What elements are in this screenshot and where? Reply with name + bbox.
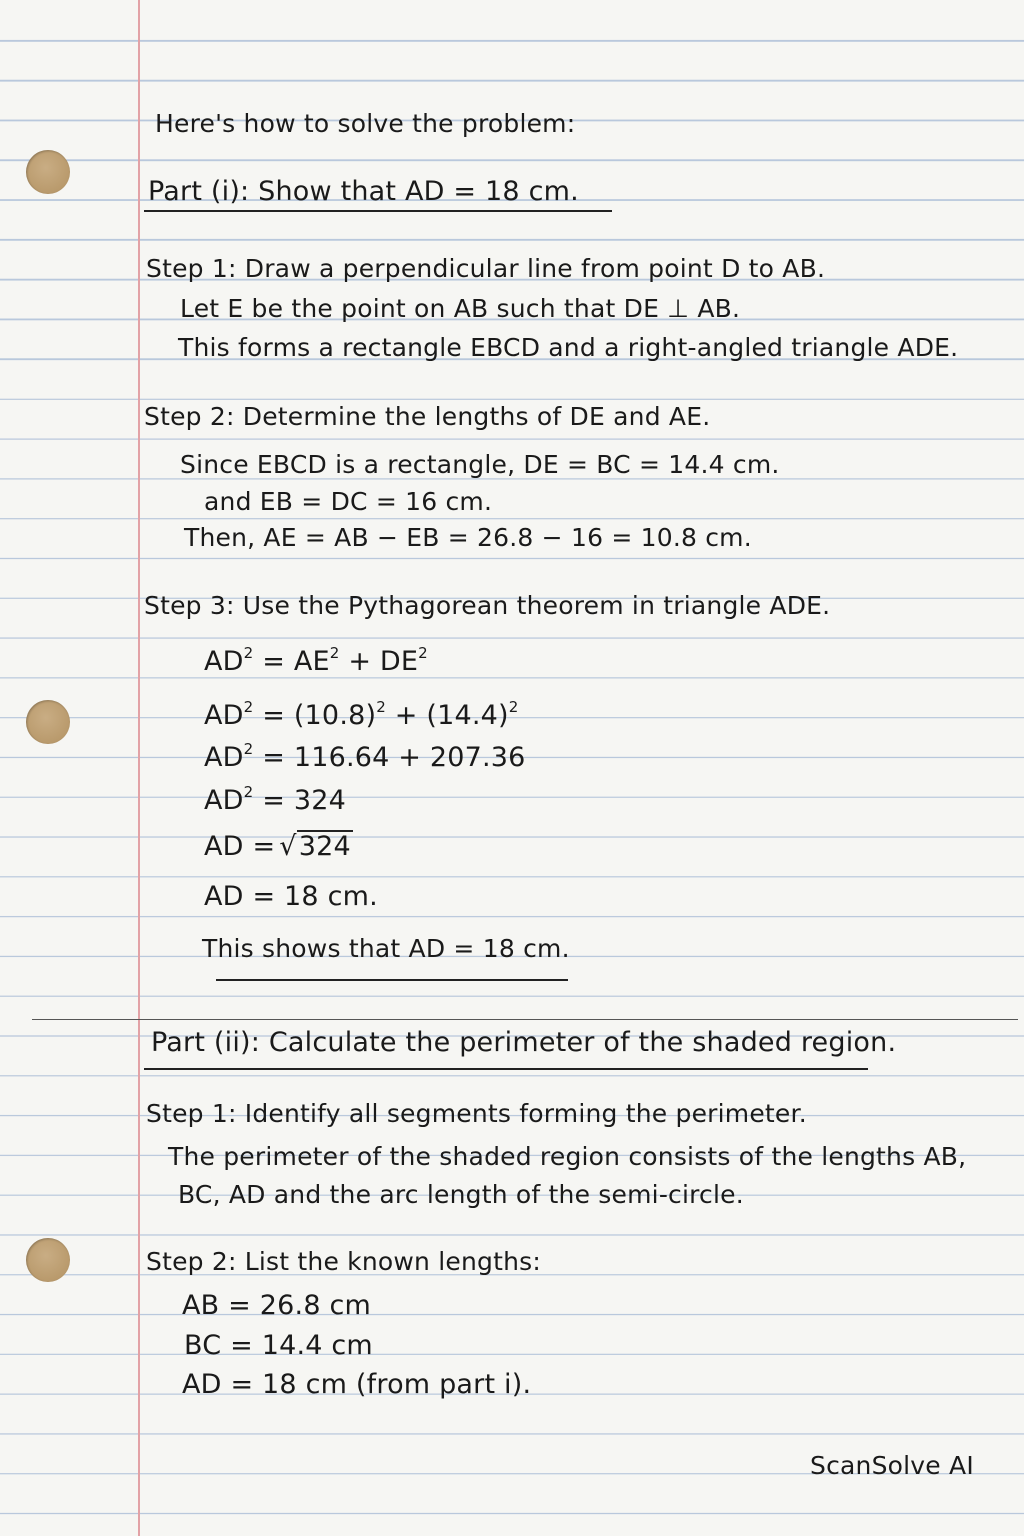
part2-step1-line2: BC, AD and the arc length of the semi-circle. <box>178 1180 744 1209</box>
equation-3 <box>204 740 526 773</box>
section-divider <box>32 1019 1018 1020</box>
part1-step2-line3: Then, AE = AB − EB = 26.8 − 16 = 10.8 cm. <box>184 523 752 552</box>
eq2-term-c: + (14.4) <box>394 700 509 731</box>
radical-sign: √ <box>279 831 297 862</box>
part1-step2-line1: Since EBCD is a rectangle, DE = BC = 14.4 cm. <box>180 450 780 479</box>
eq1-term-c: + DE <box>348 646 419 677</box>
equation-6: AD = 18 cm. <box>204 881 378 912</box>
part2-step2-line3: AD = 18 cm (from part i). <box>182 1369 532 1400</box>
exponent: 2 <box>376 698 386 716</box>
punch-hole <box>26 1238 70 1282</box>
brand-signature: ScanSolve AI <box>810 1451 974 1480</box>
square-root <box>279 830 353 862</box>
exponent: 2 <box>243 698 254 716</box>
part2-heading-underline <box>144 1068 868 1070</box>
radicand: 324 <box>298 831 351 862</box>
part1-step1-line1: Let E be the point on AB such that DE ⊥ AB. <box>180 294 741 323</box>
equation-2 <box>204 698 519 731</box>
eq1-term-a: AD <box>204 646 244 677</box>
punch-hole <box>26 700 70 744</box>
part1-heading: Part (i): Show that AD = 18 cm. <box>148 176 579 207</box>
equation-4 <box>204 783 346 816</box>
punch-hole <box>26 150 70 194</box>
equation-1 <box>204 644 428 677</box>
eq5-lhs: AD = <box>204 831 276 862</box>
part1-step2-title: Step 2: Determine the lengths of DE and AE. <box>144 402 711 431</box>
exponent: 2 <box>243 644 254 662</box>
eq3-term-a: AD <box>204 742 244 773</box>
eq3-term-b: = 116.64 + 207.36 <box>262 742 526 773</box>
exponent: 2 <box>418 644 428 662</box>
exponent: 2 <box>243 783 254 801</box>
part2-step1-title: Step 1: Identify all segments forming the perimeter. <box>146 1099 807 1128</box>
margin-line <box>138 0 140 1536</box>
part2-step2-title: Step 2: List the known lengths: <box>146 1247 541 1276</box>
part1-step3-title: Step 3: Use the Pythagorean theorem in triangle ADE. <box>144 591 831 620</box>
part1-step1-line2: This forms a rectangle EBCD and a right-angled triangle ADE. <box>178 333 959 362</box>
part2-step2-line1: AB = 26.8 cm <box>182 1290 372 1321</box>
exponent: 2 <box>508 698 519 716</box>
part1-step2-line2: and EB = DC = 16 cm. <box>204 487 493 516</box>
eq2-term-a: AD <box>204 700 244 731</box>
part1-conclusion: This shows that AD = 18 cm. <box>202 934 570 963</box>
part2-step2-line2: BC = 14.4 cm <box>184 1330 373 1361</box>
conclusion-underline <box>216 979 568 981</box>
eq1-term-b: = AE <box>262 646 330 677</box>
part1-step1-title: Step 1: Draw a perpendicular line from point D to AB. <box>146 254 826 283</box>
intro-text: Here's how to solve the problem: <box>155 109 576 138</box>
eq4-term-a: AD <box>204 785 244 816</box>
exponent: 2 <box>243 740 254 758</box>
eq4-term-b: = 324 <box>262 785 346 816</box>
eq2-term-b: = (10.8) <box>262 700 377 731</box>
part2-heading: Part (ii): Calculate the perimeter of the shaded region. <box>151 1027 897 1058</box>
equation-5 <box>204 830 353 862</box>
exponent: 2 <box>329 644 340 662</box>
part2-step1-line1: The perimeter of the shaded region consists of the lengths AB, <box>168 1142 967 1171</box>
part1-heading-underline <box>144 210 612 212</box>
